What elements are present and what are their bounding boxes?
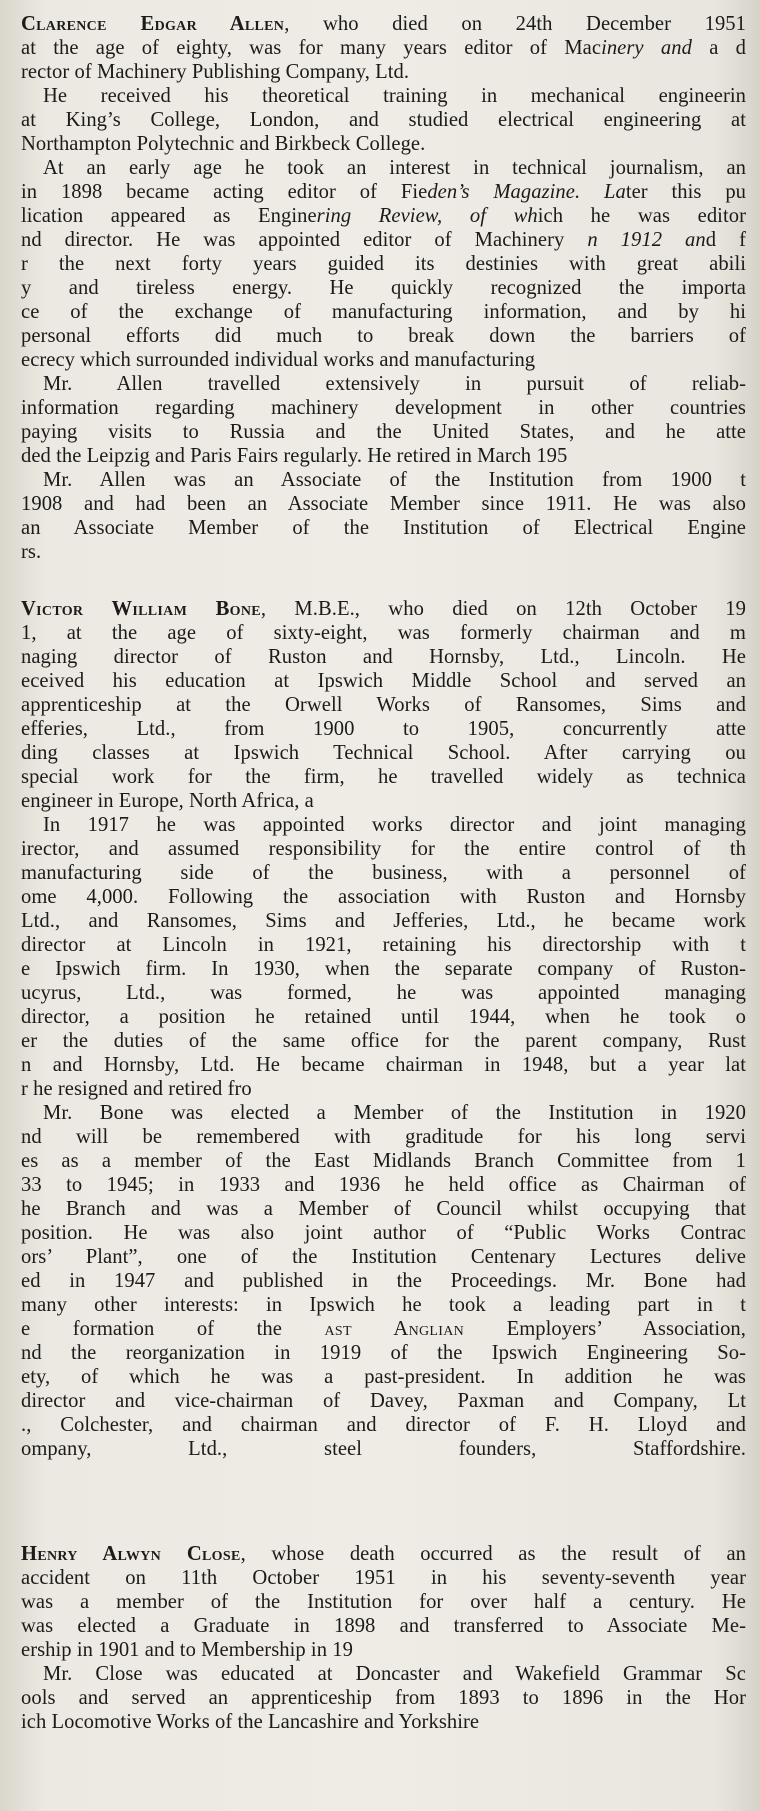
text-line: paying visits to Russia and the United States, and he atte (21, 421, 746, 443)
text-line: irector, and assumed responsibility for the entire control of th (21, 838, 746, 860)
text-line: nd director. He was appointed editor of Machinery n 1912 and f (21, 229, 746, 251)
obituary-paragraph (21, 1662, 746, 1734)
text-line: engineer in Europe, North Africa, a (21, 790, 314, 812)
deceased-name: Victor William Bone (21, 598, 261, 620)
text-line: an Associate Member of the Institution of Electrical Engine (21, 517, 746, 539)
text-line: ich Locomotive Works of the Lancashire and Yorkshire (21, 1711, 480, 1733)
text-line: At an early age he took an interest in technical journalism, an (43, 157, 746, 179)
text-line: information regarding machinery development in other countries (21, 397, 746, 419)
text-line: nd will be remembered with graditude for his long servi (21, 1126, 746, 1148)
deceased-name: Clarence Edgar Allen (21, 13, 285, 35)
text-line: 1908 and had been an Associate Member since 1911. He was also (21, 493, 746, 515)
text-line: r the next forty years guided its destinies with great abili (21, 253, 746, 275)
text-line: at King’s College, London, and studied electrical engineering at (21, 109, 746, 131)
small-caps-text: ast Anglian (324, 1318, 465, 1340)
text-line: efferies, Ltd., from 1900 to 1905, concurrently atte (21, 718, 746, 740)
text-line: ucyrus, Ltd., was formed, he was appointed managing (21, 982, 746, 1004)
text-line: Mr. Allen travelled extensively in pursuit of reliab- (43, 373, 746, 395)
deceased-name: Henry Alwyn Close (21, 1543, 241, 1565)
text-line: Mr. Close was educated at Doncaster and Wakefield Grammar Sc (43, 1663, 746, 1685)
text-line: eceived his education at Ipswich Middle School and served an (21, 670, 746, 692)
text-line: He received his theoretical training in mechanical engineerin (43, 85, 746, 107)
text-line: es as a member of the East Midlands Branch Committee from 1 (21, 1150, 746, 1172)
obituary-paragraph (21, 372, 746, 468)
text-line: Victor William Bone, M.B.E., who died on 12th October 19 (21, 598, 746, 620)
text-line: Mr. Allen was an Associate of the Institution from 1900 t (43, 469, 746, 491)
text-line: e formation of the ast Anglian Employers’ Association, (21, 1318, 746, 1340)
text-line: director, a position he retained until 1944, when he took o (21, 1006, 746, 1028)
text-line: ding classes at Ipswich Technical School. After carrying ou (21, 742, 746, 764)
text-line: personal efforts did much to break down the barriers of (21, 325, 746, 347)
text-line: ety, of which he was a past-president. In addition he was (21, 1366, 746, 1388)
text-line: ompany, Ltd., steel founders, Staffordshire. (21, 1438, 746, 1460)
text-line: ce of the exchange of manufacturing information, and by hi (21, 301, 746, 323)
text-line (21, 1461, 746, 1485)
text-line: was a member of the Institution for over half a century. He (21, 1591, 746, 1613)
text-line: in 1898 became acting editor of Fieden’s Magazine. Later this pu (21, 181, 747, 203)
text-line: n and Hornsby, Ltd. He became chairman in 1948, but a year lat (21, 1054, 746, 1076)
text-line: many other interests: in Ipswich he took a leading part in t (21, 1294, 746, 1316)
text-line: rs. (21, 541, 42, 563)
text-line: 1, at the age of sixty-eight, was formerly chairman and m (21, 622, 746, 644)
text-line: manufacturing side of the business, with a personnel of (21, 862, 746, 884)
text-line: Mr. Bone was elected a Member of the Institution in 1920 (43, 1102, 746, 1124)
text-line: Henry Alwyn Close, whose death occurred as the result of an (21, 1543, 746, 1565)
text-line: Ltd., and Ransomes, Sims and Jefferies, Ltd., he became work (21, 910, 746, 932)
italic-title: den’s Magazine. La (427, 181, 626, 203)
text-line: y and tireless energy. He quickly recognized the importa (21, 277, 746, 299)
text-line: Northampton Polytechnic and Birkbeck College. (21, 133, 426, 155)
text-line: director and vice-chairman of Davey, Paxman and Company, Lt (21, 1390, 746, 1412)
text-line: ools and served an apprenticeship from 1893 to 1896 in the Hor (21, 1687, 746, 1709)
text-line: 33 to 1945; in 1933 and 1936 he held office as Chairman of (21, 1174, 746, 1196)
text-line: er the duties of the same office for the parent company, Rust (21, 1030, 746, 1052)
obituary-paragraph (21, 813, 746, 1101)
text-line: Clarence Edgar Allen, who died on 24th December 1951 (21, 13, 746, 35)
text-line: ded the Leipzig and Paris Fairs regularly. He retired in March 195 (21, 445, 568, 467)
italic-title: n 1912 an (587, 229, 706, 251)
text-line: e Ipswich firm. In 1930, when the separate company of Ruston- (21, 958, 746, 980)
text-line: ecrecy which surrounded individual works and manufacturing (21, 349, 536, 371)
obituary-paragraph (21, 1101, 746, 1509)
text-line: ., Colchester, and chairman and director of F. H. Lloyd and (21, 1414, 746, 1436)
text-line: r he resigned and retired fro (21, 1078, 252, 1100)
obituary-paragraph (21, 12, 746, 84)
text-line: ership in 1901 and to Membership in 19 (21, 1639, 353, 1661)
text-line: ed in 1947 and published in the Proceedings. Mr. Bone had (21, 1270, 746, 1292)
text-line: ors’ Plant”, one of the Institution Centenary Lectures delive (21, 1246, 746, 1268)
text-line: rector of Machinery Publishing Company, Ltd. (21, 61, 410, 83)
text-line: lication appeared as Enginering Review, of which he was editor (21, 205, 746, 227)
text-line: In 1917 he was appointed works director and joint managing (43, 814, 746, 836)
italic-title: inery and (601, 37, 692, 59)
obituary-paragraph (21, 468, 746, 564)
text-line: ome 4,000. Following the association with Ruston and Hornsby (21, 886, 746, 908)
obituary-paragraph (21, 597, 746, 813)
obituary-paragraph (21, 156, 746, 372)
text-line: at the age of eighty, was for many years editor of Macinery and a d (21, 37, 746, 59)
text-line: was elected a Graduate in 1898 and transferred to Associate Me- (21, 1615, 746, 1637)
obituary-henry-alwyn-close (21, 1542, 746, 1734)
text-line (21, 1485, 746, 1509)
text-line: he Branch and was a Member of Council whilst occupying that (21, 1198, 746, 1220)
obituary-paragraph (21, 1542, 746, 1662)
text-line: position. He was also joint author of “Public Works Contrac (21, 1222, 746, 1244)
italic-title: ring Review, of wh (316, 205, 538, 227)
text-line: nd the reorganization in 1919 of the Ipswich Engineering So- (21, 1342, 746, 1364)
text-line: apprenticeship at the Orwell Works of Ransomes, Sims and (21, 694, 746, 716)
text-line: director at Lincoln in 1921, retaining his directorship with t (21, 934, 746, 956)
obituary-paragraph (21, 84, 746, 156)
text-line: special work for the firm, he travelled widely as technica (21, 766, 746, 788)
obituary-clarence-edgar-allen (21, 12, 746, 564)
text-line: accident on 11th October 1951 in his seventy-seventh year (21, 1567, 746, 1589)
obituary-victor-william-bone (21, 597, 746, 1509)
text-line: naging director of Ruston and Hornsby, Ltd., Lincoln. He (21, 646, 746, 668)
